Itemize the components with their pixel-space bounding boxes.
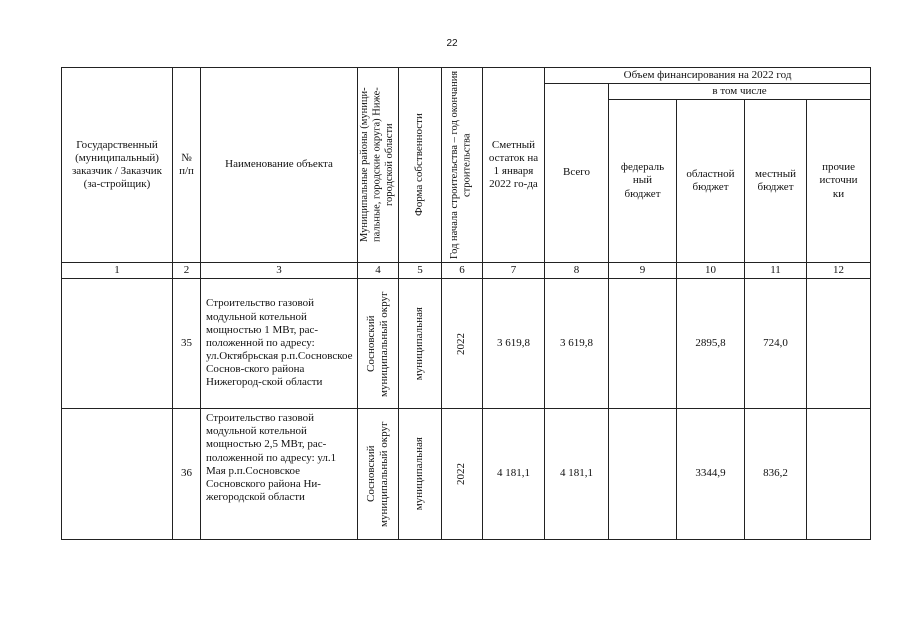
cell-number: 36 (173, 409, 201, 540)
column-number: 1 (62, 263, 173, 279)
cell-year (442, 409, 483, 540)
cell-total: 3 619,8 (545, 279, 609, 409)
header-local (745, 100, 807, 263)
municipality-text: Сосновский муниципальный округ (364, 421, 390, 527)
header-estimate-balance-label: Сметный остаток на 1 января 2022 го-да (488, 138, 539, 191)
table-row (62, 409, 871, 540)
cell-regional: 2895,8 (677, 279, 745, 409)
column-number-row (62, 263, 871, 279)
funding-table (61, 67, 871, 540)
cell-regional: 3344,9 (677, 409, 745, 540)
column-number: 4 (358, 263, 399, 279)
column-number: 2 (173, 263, 201, 279)
column-number: 5 (399, 263, 442, 279)
cell-number: 35 (173, 279, 201, 409)
column-number: 9 (609, 263, 677, 279)
header-object-name (201, 68, 358, 263)
header-municipal-areas-label: Муниципальные районы (муници-пальные, городские округа) Ниже-городской области (359, 87, 396, 243)
page-number: 22 (446, 38, 458, 49)
header-other-label: прочие источни ки (819, 161, 858, 200)
header-customer-label: Государственный (муниципальный) заказчик / Заказчик (за-стройщик) (71, 138, 163, 191)
cell-total: 4 181,1 (545, 409, 609, 540)
cell-local: 724,0 (745, 279, 807, 409)
header-funding-volume-label: Объем финансирования на 2022 год (623, 68, 792, 81)
header-years (442, 68, 483, 263)
cell-estimate-balance: 3 619,8 (483, 279, 545, 409)
cell-municipality (358, 279, 399, 409)
header-number (173, 68, 201, 263)
cell-ownership (399, 279, 442, 409)
cell-ownership (399, 409, 442, 540)
header-customer (62, 68, 173, 263)
header-municipal-areas (358, 68, 399, 263)
cell-customer (62, 279, 173, 409)
column-number: 12 (807, 263, 871, 279)
cell-federal (609, 409, 677, 540)
header-years-label: Год начала строительства – год окончания строительства (449, 70, 473, 260)
year-text: 2022 (455, 463, 468, 485)
municipality-text: Сосновский муниципальный округ (364, 290, 390, 397)
header-total (545, 84, 609, 263)
column-number: 10 (677, 263, 745, 279)
header-local-label: местный бюджет (755, 167, 796, 193)
cell-local: 836,2 (745, 409, 807, 540)
header-ownership (399, 68, 442, 263)
cell-customer (62, 409, 173, 540)
cell-object-name: Строительство газовой модульной котельной мощностью 2,5 МВт, рас-положенной по адресу: ул.1 Мая р.п.Сосновское Сосновского района Ни-жегородской области (201, 409, 358, 540)
header-other (807, 100, 871, 263)
column-number: 11 (745, 263, 807, 279)
ownership-text: муниципальная (413, 437, 426, 511)
header-federal (609, 100, 677, 263)
year-text: 2022 (455, 332, 468, 355)
column-number: 8 (545, 263, 609, 279)
header-number-label: № п/п (179, 151, 194, 177)
cell-object-name: Строительство газовой модульной котельной мощностью 1 МВт, рас-положенной по адресу: ул.Октябрьская р.п.Сосновское Соснов-ского района Нижегород-ской области (201, 279, 358, 409)
header-funding-volume (545, 68, 871, 84)
header-including (609, 84, 871, 100)
ownership-text: муниципальная (413, 306, 426, 381)
cell-year (442, 279, 483, 409)
header-total-label: Всего (563, 166, 590, 179)
header-regional-label: областной бюджет (686, 167, 735, 193)
cell-other (807, 409, 871, 540)
header-object-name-label: Наименование объекта (225, 158, 333, 171)
table-row (62, 279, 871, 409)
cell-other (807, 279, 871, 409)
column-number: 7 (483, 263, 545, 279)
column-number: 6 (442, 263, 483, 279)
header-ownership-label: Форма собственности (413, 113, 426, 217)
column-number: 3 (201, 263, 358, 279)
header-estimate-balance (483, 68, 545, 263)
cell-municipality (358, 409, 399, 540)
header-including-label: в том числе (712, 84, 767, 97)
cell-estimate-balance: 4 181,1 (483, 409, 545, 540)
header-federal-label: федераль ный бюджет (620, 161, 665, 200)
header-regional (677, 100, 745, 263)
cell-federal (609, 279, 677, 409)
